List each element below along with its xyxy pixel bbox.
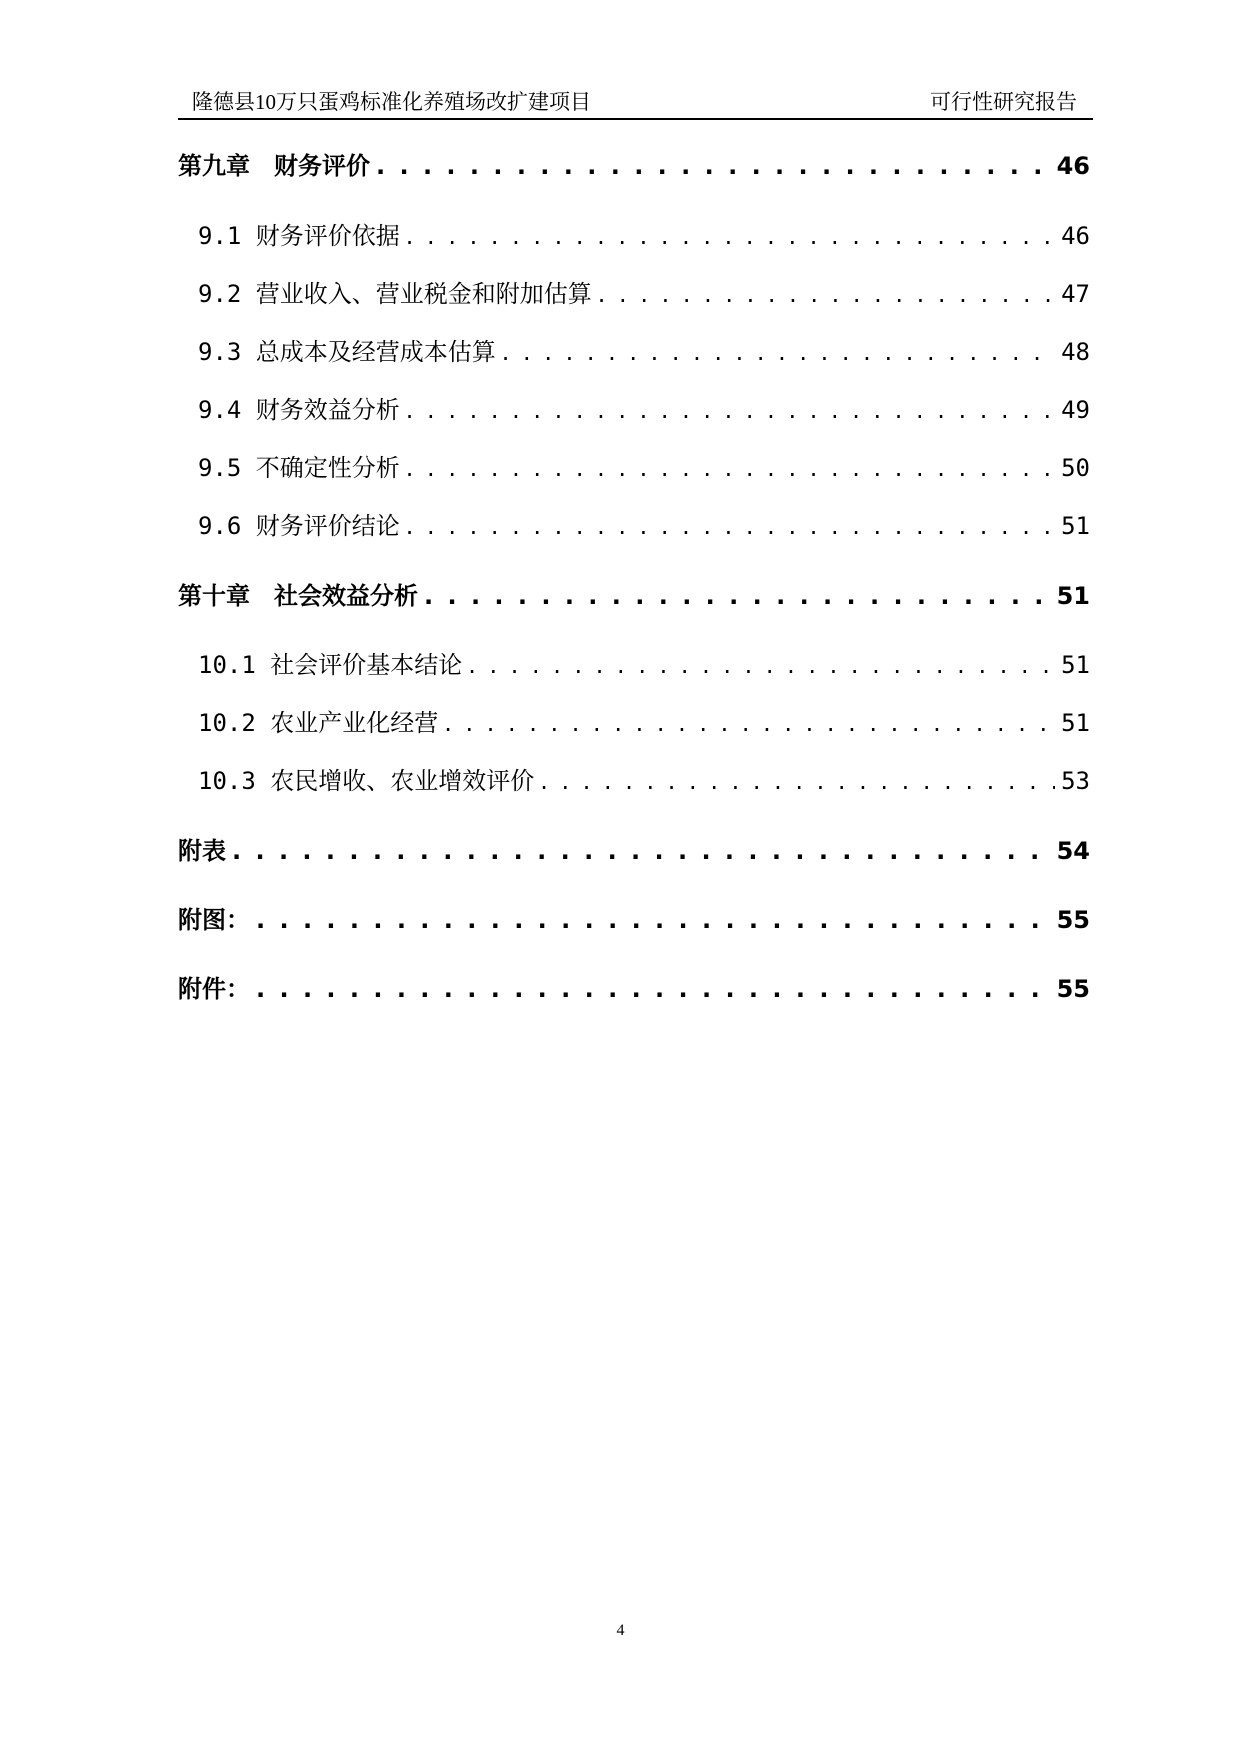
toc-leader-dots bbox=[406, 222, 1055, 250]
toc-page-number: 51 bbox=[1056, 582, 1090, 610]
toc-section-9-2[interactable] bbox=[198, 274, 1090, 309]
toc-label: 附图： bbox=[178, 906, 250, 934]
toc-leader-dots bbox=[406, 396, 1055, 424]
toc-label: 10.3 农民增收、农业增效评价 bbox=[198, 767, 535, 795]
toc-label: 9.3 总成本及经营成本估算 bbox=[198, 338, 496, 366]
toc-section-10-1[interactable] bbox=[198, 645, 1090, 680]
toc-label: 10.1 社会评价基本结论 bbox=[198, 651, 463, 679]
toc-label: 第十章 社会效益分析 bbox=[178, 582, 418, 610]
toc-section-9-5[interactable] bbox=[198, 448, 1090, 483]
toc-page-number: 54 bbox=[1056, 837, 1090, 865]
toc-label: 9.6 财务评价结论 bbox=[198, 512, 400, 540]
toc-label: 附表 bbox=[178, 837, 226, 865]
toc-label: 9.2 营业收入、营业税金和附加估算 bbox=[198, 280, 592, 308]
toc-section-9-1[interactable] bbox=[198, 216, 1090, 251]
toc-chapter-9[interactable] bbox=[178, 146, 1090, 181]
toc-leader-dots bbox=[406, 454, 1055, 482]
toc-leader-dots bbox=[424, 582, 1051, 610]
running-header bbox=[178, 86, 1093, 120]
toc-label: 9.5 不确定性分析 bbox=[198, 454, 400, 482]
toc-section-10-3[interactable] bbox=[198, 761, 1090, 796]
toc-page-number: 46 bbox=[1056, 152, 1090, 180]
toc-leader-dots bbox=[444, 709, 1055, 737]
header-project-title: 隆德县10万只蛋鸡标准化养殖场改扩建项目 bbox=[192, 90, 591, 114]
toc-section-9-6[interactable] bbox=[198, 506, 1090, 541]
toc-label: 第九章 财务评价 bbox=[178, 152, 370, 180]
toc-leader-dots bbox=[468, 651, 1055, 679]
toc-page-number: 51 bbox=[1061, 512, 1090, 540]
toc-label: 9.4 财务效益分析 bbox=[198, 396, 400, 424]
toc-leader-dots bbox=[540, 767, 1055, 795]
toc-appendix-tables[interactable] bbox=[178, 831, 1090, 866]
toc-page-number: 53 bbox=[1061, 767, 1090, 795]
toc-section-10-2[interactable] bbox=[198, 703, 1090, 738]
toc-section-9-3[interactable] bbox=[198, 332, 1090, 367]
toc-leader-dots bbox=[256, 906, 1051, 934]
toc-attachments[interactable] bbox=[178, 969, 1090, 1004]
toc-label: 10.2 农业产业化经营 bbox=[198, 709, 439, 737]
toc-page-number: 55 bbox=[1056, 906, 1090, 934]
toc-page-number: 55 bbox=[1056, 975, 1090, 1003]
toc-chapter-10[interactable] bbox=[178, 576, 1090, 611]
toc-leader-dots bbox=[502, 338, 1055, 366]
toc-page-number: 46 bbox=[1061, 222, 1090, 250]
toc-section-9-4[interactable] bbox=[198, 390, 1090, 425]
toc-appendix-figures[interactable] bbox=[178, 900, 1090, 935]
header-report-type: 可行性研究报告 bbox=[930, 90, 1077, 114]
toc-leader-dots bbox=[406, 512, 1055, 540]
toc-page-number: 49 bbox=[1061, 396, 1090, 424]
toc-label: 附件： bbox=[178, 975, 250, 1003]
toc-leader-dots bbox=[256, 975, 1051, 1003]
toc-leader-dots bbox=[376, 152, 1051, 180]
toc-page-number: 51 bbox=[1061, 651, 1090, 679]
toc-label: 9.1 财务评价依据 bbox=[198, 222, 400, 250]
toc-page-number: 51 bbox=[1061, 709, 1090, 737]
toc-leader-dots bbox=[232, 837, 1051, 865]
toc-page-number: 48 bbox=[1061, 338, 1090, 366]
page-number: 4 bbox=[616, 1622, 625, 1639]
toc-page-number: 50 bbox=[1061, 454, 1090, 482]
toc-leader-dots bbox=[598, 280, 1055, 308]
toc-page-number: 47 bbox=[1061, 280, 1090, 308]
